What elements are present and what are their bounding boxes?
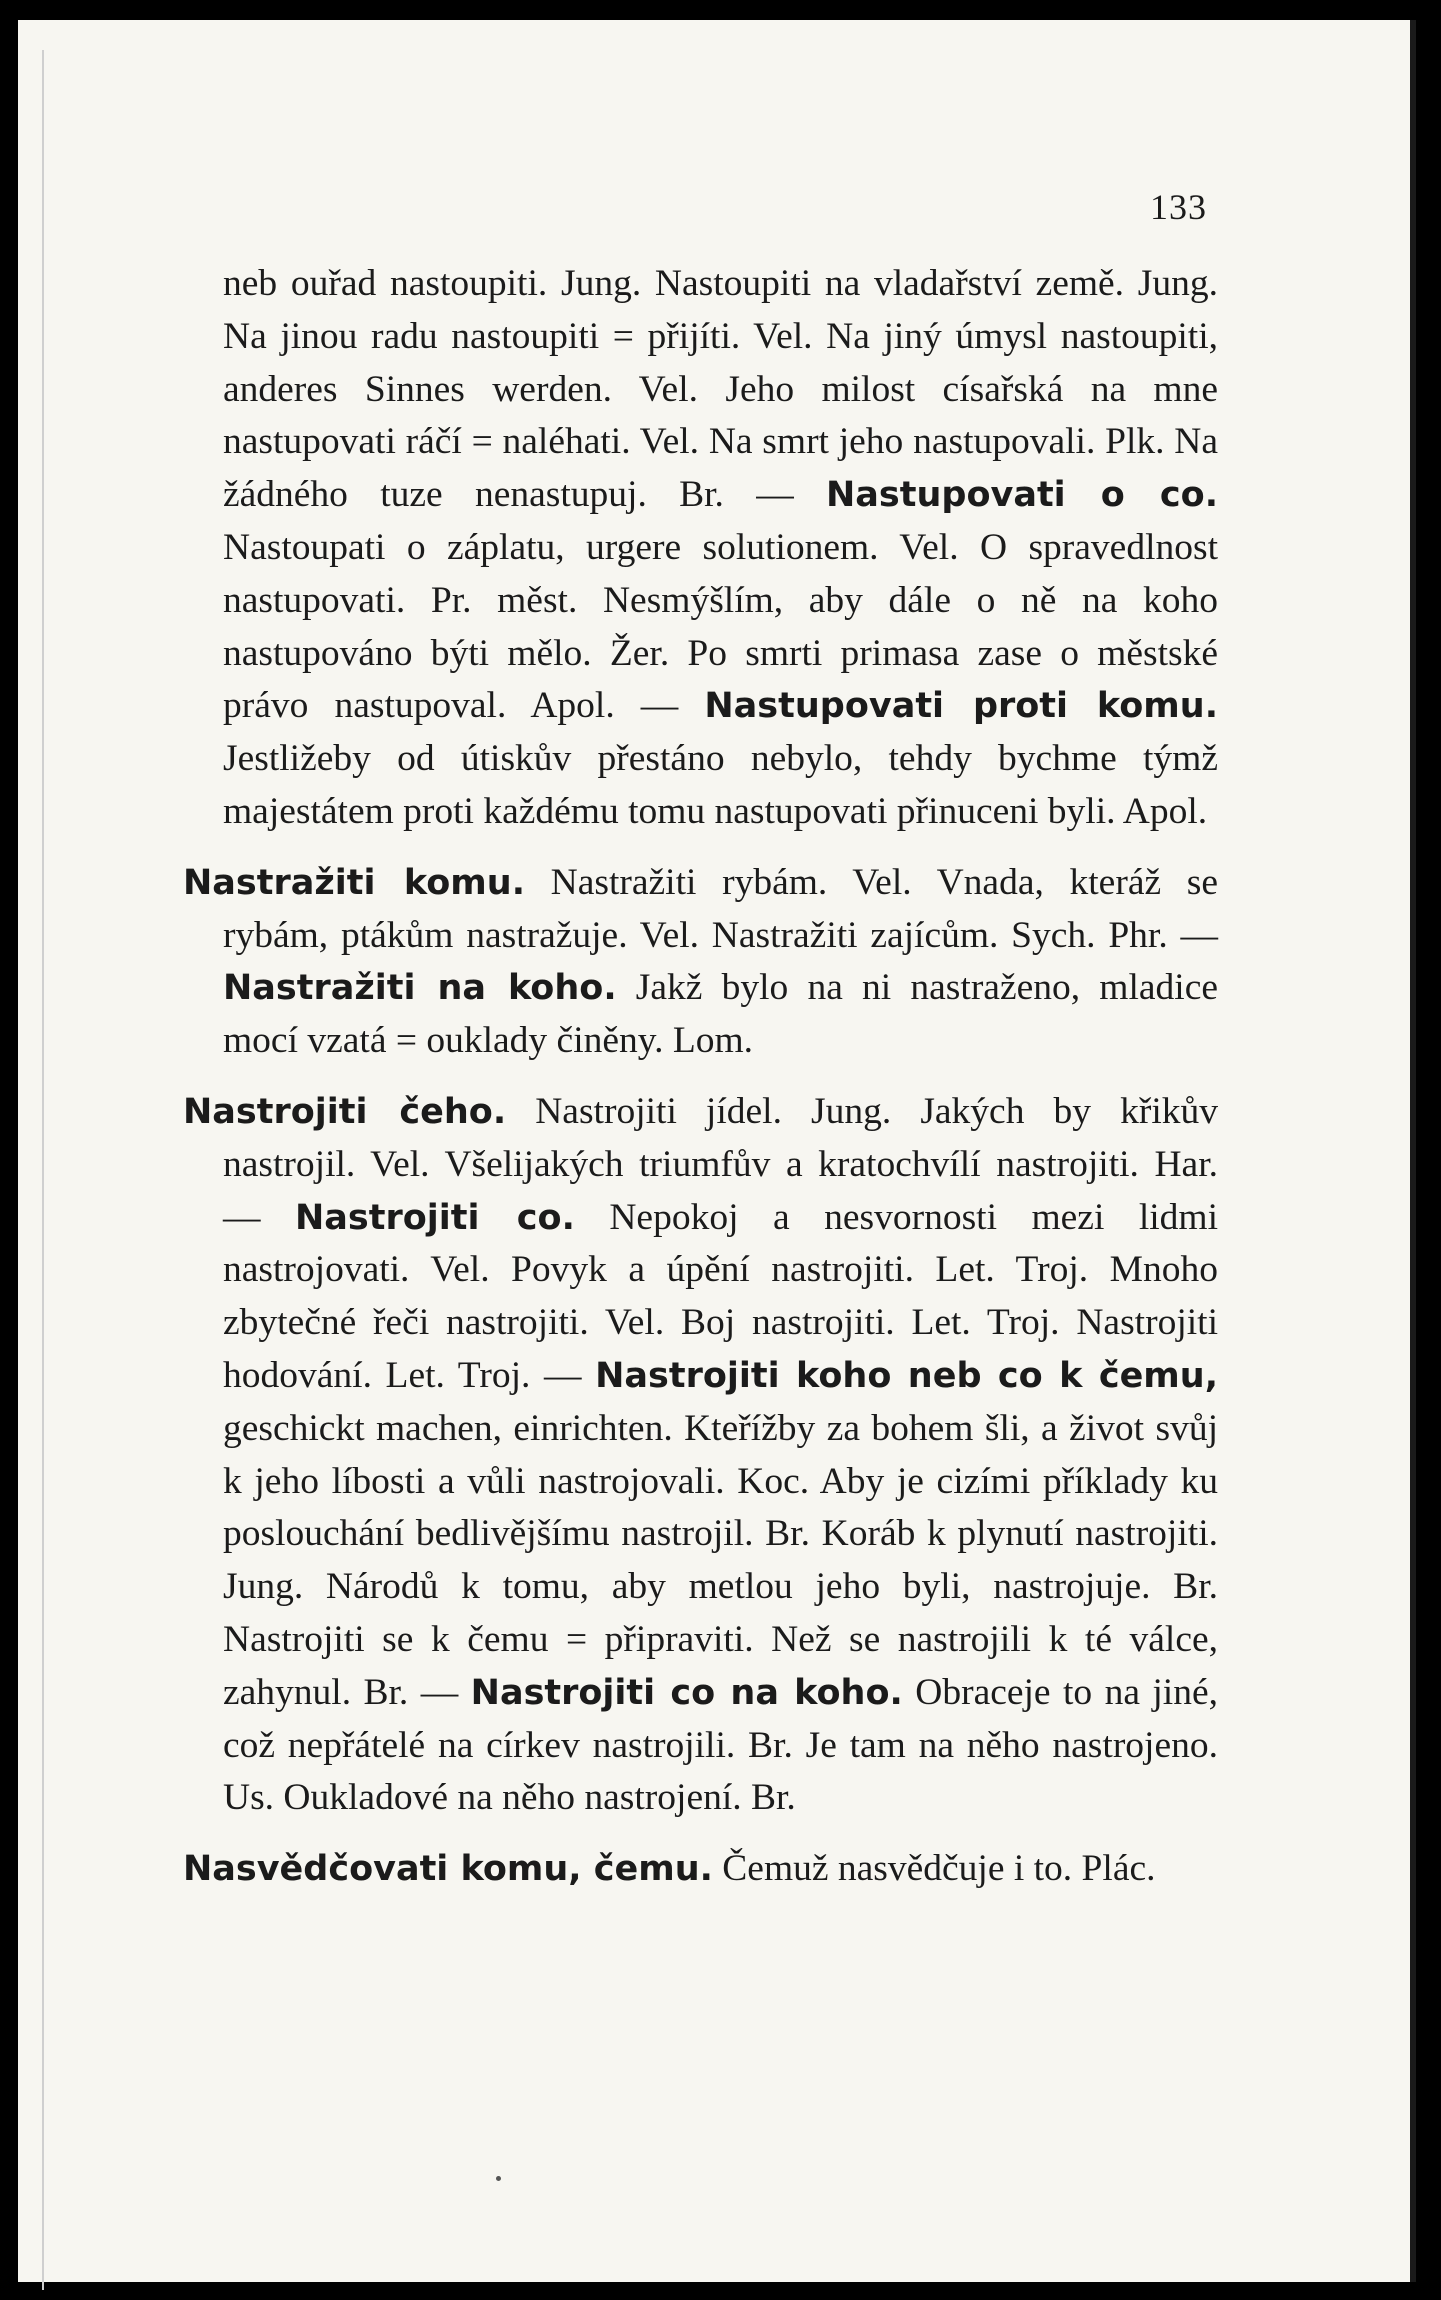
entry-text: geschickt machen, einrichten. Kteřížby za bohem šli, a život svůj k jeho líbosti a vůli nastrojovali. Koc. Aby je cizími příklady ku poslouchání bedlivějšímu nastrojil. Br. Koráb k plynutí nastrojiti. Jung. Národů k tomu, aby metlou jeho byli, nastrojuje. Br. Nastrojiti se k čemu = připraviti. Než se nastrojili k té válce, zahynul. Br. —	[223, 1407, 1218, 1713]
headword: Nastražiti na koho.	[223, 968, 617, 1009]
book-page	[18, 20, 1416, 2282]
ink-speck	[496, 2176, 501, 2181]
headword: Nastupovati proti komu.	[704, 686, 1218, 727]
headword: Nastražiti komu.	[183, 862, 525, 903]
entry-text: Obraceje to na jiné, což nepřátelé na církev nastrojili. Br. Je tam na něho nastrojeno. Us. Oukladové na něho nastrojení. Br.	[223, 1671, 1218, 1819]
dictionary-text	[183, 258, 1218, 1896]
page-edge-line	[42, 50, 44, 2290]
entry-text: Jestližeby od útiskův přestáno nebylo, tehdy bychme týmž majestátem proti každému tomu nastupovati přinuceni byli. Apol.	[223, 738, 1218, 832]
headword: Nastrojiti koho neb co k čemu,	[595, 1355, 1218, 1396]
entry-text: Čemuž nasvědčuje i to. Plác.	[712, 1848, 1156, 1890]
entry-text: Jakž bylo na ni nastraženo, mladice mocí vzatá = ouklady činěny. Lom.	[223, 967, 1218, 1062]
entry-text: Nastoupati o záplatu, urgere solutionem. Vel. O spravedlnost nastupovati. Pr. měst. Nesmýšlím, aby dále o ně na koho nastupováno býti mělo. Žer. Po smrti primasa zase o městské právo nastupoval. Apol. —	[223, 526, 1218, 727]
entry-text: neb ouřad nastoupiti. Jung. Nastoupiti na vladařství země. Jung. Na jinou radu nastoupiti = přijíti. Vel. Na jiný úmysl nastoupiti, anderes Sinnes werden. Vel. Jeho milost císařská na mne nastupovati ráčí = naléhati. Vel. Na smrt jeho nastupovali. Plk. Na žádného tuze nenastupuj. Br. —	[223, 263, 1218, 516]
headword: Nastrojiti čeho.	[183, 1091, 507, 1132]
entry-text: Nastražiti rybám. Vel. Vnada, kteráž se rybám, ptákům nastražuje. Vel. Nastražiti zajícům. Sych. Phr. —	[223, 861, 1219, 956]
page-number: 133	[1150, 187, 1207, 227]
headword: Nasvědčovati komu, čemu.	[183, 1849, 713, 1890]
entry-text: Nepokoj a nesvornosti mezi lidmi nastrojovati. Vel. Povyk a úpění nastrojiti. Let. Troj. Mnoho zbytečné řeči nastrojiti. Vel. Boj nastrojiti. Let. Troj. Nastrojiti hodování. Let. Troj. —	[223, 1196, 1219, 1396]
entry-nasvedcovati	[183, 1843, 1218, 1896]
entry-nastrojiti	[183, 1086, 1218, 1825]
entry-text: Nastrojiti jídel. Jung. Jakých by křikův nastrojil. Vel. Všelijakých triumfův a kratochvílí nastrojiti. Har. —	[223, 1090, 1219, 1238]
headword: Nastrojiti co na koho.	[470, 1672, 903, 1713]
entry-nastraziti	[183, 857, 1218, 1068]
headword: Nastupovati o co.	[826, 475, 1219, 516]
headword: Nastrojiti co.	[294, 1197, 575, 1238]
entry-continuation	[183, 258, 1218, 839]
